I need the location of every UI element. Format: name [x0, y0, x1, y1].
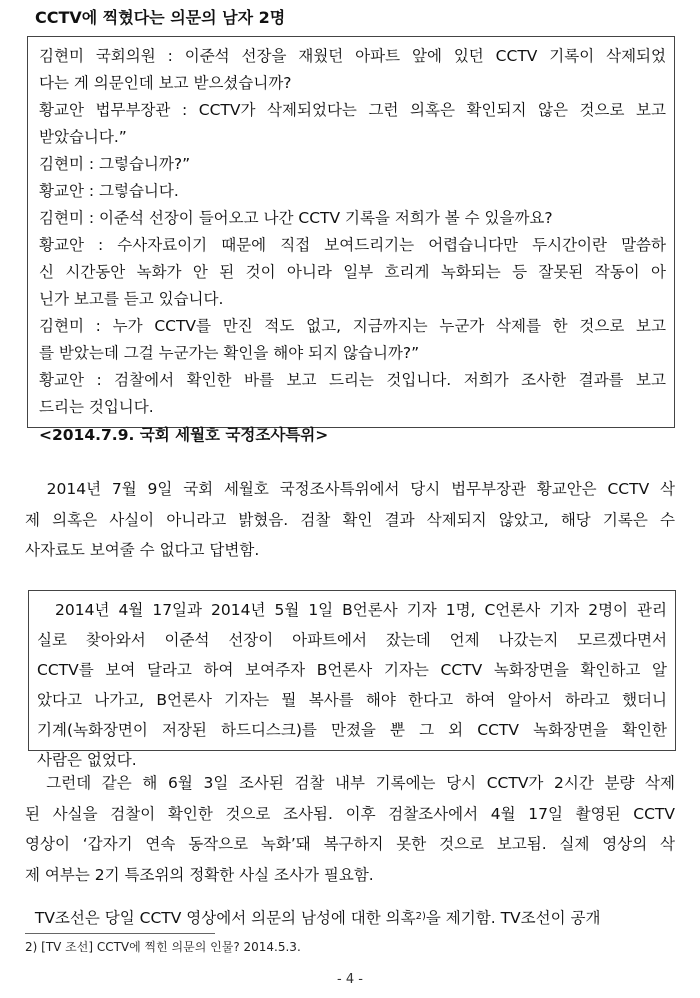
quote-box — [27, 36, 675, 444]
quote-line: 김현미 : 이준석 선장이 들어오고 나간 CCTV 기록을 저희가 볼 수 있을까요? — [39, 209, 553, 227]
footnote: 2) [TV 조선] CCTV에 찍힌 의문의 인물? 2014.5.3. — [25, 940, 301, 954]
quote-line: 김현미 : 누가 CCTV를 만진 적도 없고, 지금까지는 누군가 삭제를 한 것으로 보고 — [39, 317, 666, 335]
quote-line: 김현미 국회의원 : 이준석 선장을 재웠던 아파트 앞에 있던 CCTV 기록이 삭제되었 — [39, 47, 666, 65]
statement-line: 실로 찾아와서 이준석 선장이 아파트에서 잤는데 언제 나갔는지 모르겠다면서 — [37, 631, 667, 649]
section-heading: CCTV에 찍혔다는 의문의 남자 2명 — [35, 8, 286, 27]
statement-box — [28, 590, 676, 769]
paragraph-cctv-testimony — [25, 474, 675, 566]
quote-source: <2014.7.9. 국회 세월호 국정조사특위> — [39, 426, 329, 444]
paragraph-line: 그런데 같은 해 6월 3일 조사된 검찰 내부 기록에는 당시 CCTV가 2시간 분량 삭제 — [25, 774, 675, 792]
footnote-ref[interactable]: 2) — [415, 911, 426, 922]
paragraph-line: 제 의혹은 사실이 아니라고 밝혔음. 검찰 확인 결과 삭제되지 않았고, 해당 기록은 수 — [25, 510, 675, 529]
statement-line: CCTV를 보여 달라고 하여 보여주자 B언론사 기자는 CCTV 녹화장면을 확인하고 알 — [37, 661, 667, 679]
quote-line: 받았습니다.” — [39, 128, 127, 146]
quote-line: 다는 게 의문인데 보고 받으셨습니까? — [39, 74, 292, 92]
quote-line: 황교안 : 수사자료이기 때문에 직접 보여드리기는 어렵습니다만 두시간이란 말씀하 — [39, 236, 666, 254]
quote-line: 닌가 보고를 듣고 있습니다. — [39, 290, 224, 308]
quote-line: 황교안 법무부장관 : CCTV가 삭제되었다는 그런 의혹은 확인되지 않은 것으로 보고 — [39, 101, 666, 119]
page-number: - 4 - — [337, 972, 363, 987]
statement-line: 기계(녹화장면이 저장된 하드디스크)를 만졌을 뿐 그 외 CCTV 녹화장면을 확인한 — [37, 721, 667, 739]
quote-line: 김현미 : 그렇습니까?” — [39, 155, 191, 173]
paragraph-tv-chosun — [25, 902, 675, 934]
quote-line: 드리는 것입니다. — [39, 398, 154, 416]
paragraph-text: TV조선은 당일 CCTV 영상에서 의문의 남성에 대한 의혹 — [25, 909, 416, 927]
paragraph-line: 영상이 ‘갑자기 연속 동작으로 녹화’돼 복구하지 못한 것으로 보고됨. 실제 영상의 삭 — [25, 835, 675, 853]
paragraph-prosecution-record — [25, 768, 675, 890]
paragraph-line: 된 사실을 검찰이 확인한 것으로 조사됨. 이후 검찰조사에서 4월 17일 촬영된 CCTV — [25, 804, 675, 823]
footnote-divider — [25, 933, 215, 934]
quote-line: 신 시간동안 녹화가 안 된 것이 아니라 일부 흐리게 녹화되는 등 잘못된 작동이 아 — [39, 263, 666, 281]
statement-line: 았다고 나가고, B언론사 기자는 뭘 복사를 해야 한다고 하여 알아서 하라고 했더니 — [37, 691, 667, 709]
quote-line: 황교안 : 그렇습니다. — [39, 182, 179, 200]
paragraph-line: 사자료도 보여줄 수 없다고 답변함. — [25, 541, 260, 559]
statement-line: 사람은 없었다. — [37, 751, 137, 769]
paragraph-text: 을 제기함. TV조선이 공개 — [425, 909, 601, 927]
paragraph-line: 제 여부는 2기 특조위의 정확한 사실 조사가 필요함. — [25, 865, 374, 884]
quote-line: 황교안 : 검찰에서 확인한 바를 보고 드리는 것입니다. 저희가 조사한 결과를 보고 — [39, 371, 666, 389]
paragraph-line: 2014년 7월 9일 국회 세월호 국정조사특위에서 당시 법무부장관 황교안은 CCTV 삭 — [25, 480, 675, 498]
quote-line: 를 받았는데 그걸 누군가는 확인을 해야 되지 않습니까?” — [39, 344, 420, 362]
statement-line: 2014년 4월 17일과 2014년 5월 1일 B언론사 기자 1명, C언론사 기자 2명이 관리 — [37, 601, 667, 619]
paragraph-line — [25, 902, 675, 934]
